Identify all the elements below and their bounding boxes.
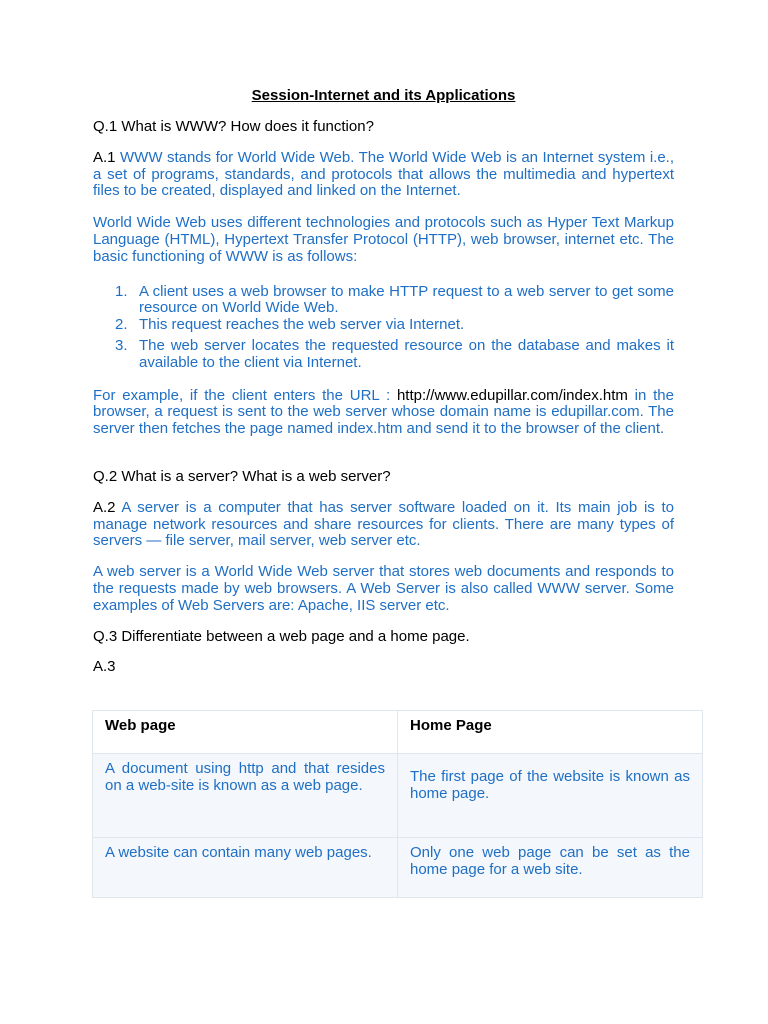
list-item-text: This request reaches the web server via Internet. bbox=[139, 316, 465, 334]
question-3: Q.3 Differentiate between a web page and a home page. bbox=[93, 627, 470, 645]
table-row bbox=[93, 754, 703, 838]
example-text-after: in the browser, a request is sent to the web server whose domain name is edupillar.com. The server then fetches the page named index.htm and send it to the browser of the client. bbox=[93, 386, 674, 438]
answer-2-text: A server is a computer that has server software loaded on it. Its main job is to manage network resources and share resources for clients. There are many types of servers — file server, mail server, web server etc. bbox=[93, 498, 675, 550]
table-cell: The first page of the website is known as home page. bbox=[398, 754, 703, 838]
page-title: Session-Internet and its Applications bbox=[251, 87, 516, 104]
answer-1-label: A.1 bbox=[93, 148, 116, 166]
answer-1-paragraph-2: World Wide Web uses different technologies and protocols such as Hyper Text Markup Language (HTML), Hypertext Transfer Protocol (HTTP), web browser, internet etc. The basic functioning of WWW is as follows: bbox=[93, 214, 674, 265]
answer-1-text: WWW stands for World Wide Web. The World Wide Web is an Internet system i.e., a set of programs, standards, and protocols that allows the multimedia and hypertext files to be created, displayed and linked on the Internet. bbox=[93, 148, 674, 200]
list-item-number: 1. bbox=[115, 282, 128, 300]
answer-2-paragraph-2: A web server is a World Wide Web server that stores web documents and responds to the requests made by web browsers. A Web Server is also called WWW server. Some examples of Web Servers are: Apache, IIS server etc. bbox=[93, 563, 674, 614]
example-text-before: For example, if the client enters the URL : bbox=[93, 386, 397, 404]
document-page bbox=[93, 88, 674, 676]
answer-3-label: A.3 bbox=[93, 658, 116, 676]
list-item bbox=[115, 282, 674, 318]
list-item bbox=[115, 336, 674, 372]
list-item-number: 3. bbox=[115, 336, 128, 354]
list-item bbox=[115, 316, 674, 334]
answer-1-paragraph-1 bbox=[93, 150, 674, 200]
table-header-row bbox=[93, 711, 703, 754]
table-cell: A website can contain many web pages. bbox=[93, 838, 398, 898]
table-header-home-page: Home Page bbox=[398, 711, 703, 754]
answer-2-paragraph-1 bbox=[93, 500, 674, 550]
list-item-text: The web server locates the requested resource on the database and makes it available to the client via Internet. bbox=[139, 336, 674, 371]
table-cell: Only one web page can be set as the home page for a web site. bbox=[398, 838, 703, 898]
functioning-steps-list bbox=[93, 284, 674, 372]
list-item-text: A client uses a web browser to make HTTP request to a web server to get some resource on World Wide Web. bbox=[139, 282, 674, 317]
answer-2-label: A.2 bbox=[93, 498, 116, 516]
table-cell: A document using http and that resides on a web-site is known as a web page. bbox=[93, 754, 398, 838]
question-1: Q.1 What is WWW? How does it function? bbox=[93, 118, 374, 135]
comparison-table bbox=[92, 710, 703, 898]
example-url-link[interactable]: http://www.edupillar.com/index.htm bbox=[396, 386, 628, 404]
table-header-web-page: Web page bbox=[93, 711, 398, 754]
question-2: Q.2 What is a server? What is a web server? bbox=[93, 467, 391, 485]
table-row bbox=[93, 838, 703, 898]
list-item-number: 2. bbox=[115, 316, 128, 334]
answer-1-example bbox=[93, 388, 674, 438]
